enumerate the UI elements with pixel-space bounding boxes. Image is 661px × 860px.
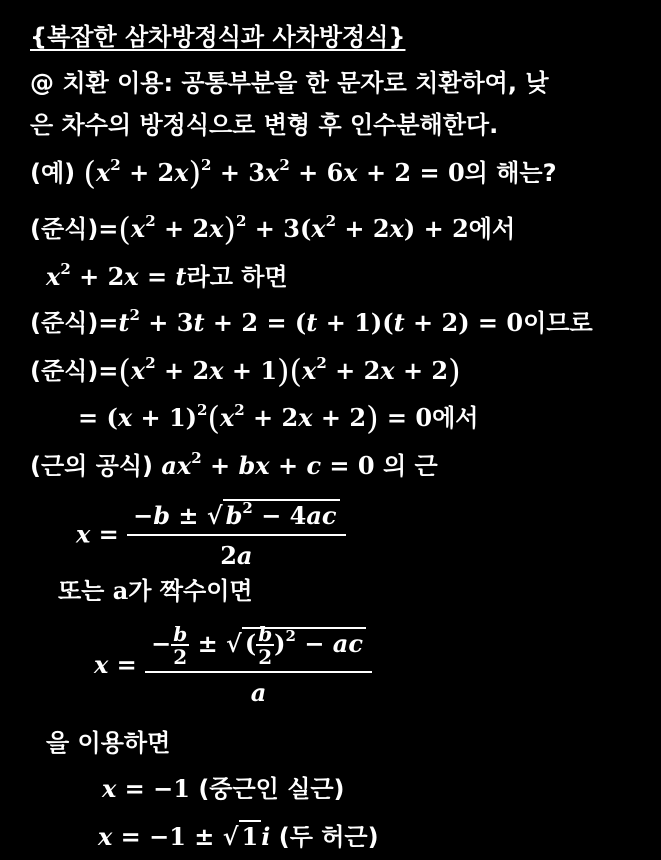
solution-step-4-expr: = $(x + 1)^2(x^2 + 2x + 2) = 0$ xyxy=(78,399,433,437)
substitution-suffix: 라고 하면 xyxy=(186,263,288,291)
solution-step-1-expr: $(x^2 + 2x)^2 + 3(x^2 + 2x) + 2$ xyxy=(118,210,469,248)
even-formula-denominator: a xyxy=(250,678,267,707)
root-1-line xyxy=(102,774,345,804)
substitution-line xyxy=(46,262,288,292)
example-equation: $(x^2 + 2x)^2 + 3x^2 + 6x + 2 = 0$ xyxy=(83,154,465,192)
solution-step-1 xyxy=(30,210,516,248)
root-2-line xyxy=(98,822,379,852)
quadratic-formula-line xyxy=(30,451,438,481)
result-intro: 을 이용하면 xyxy=(46,729,171,757)
root-2-expr: x = −1 ± √ 1 i xyxy=(98,822,271,851)
solution-label-2: (준식)= xyxy=(30,309,119,337)
solution-step-1-suffix: 에서 xyxy=(468,215,516,243)
root-1-expr: x = −1 xyxy=(102,774,190,803)
solution-step-4 xyxy=(78,399,479,437)
quadratic-formula-suffix: 의 근 xyxy=(382,452,438,480)
formula-fraction xyxy=(127,500,345,572)
page-title-text: {복잡한 삼차방정식과 사차방정식} xyxy=(30,23,406,51)
solution-step-4-suffix: 에서 xyxy=(432,404,479,432)
intro-line-2: 은 차수의 방정식으로 변형 후 인수분해한다. xyxy=(30,111,499,139)
even-formula-fraction: x = − $\frac{b}{2}$ ± √ ( $\frac{b}{2}$ )$^2$ − ac a xyxy=(94,624,372,709)
quadratic-formula-label: (근의 공식) xyxy=(30,452,154,480)
solution-step-2-suffix: 이므로 xyxy=(523,309,593,337)
example-label: (예) xyxy=(30,159,76,187)
solution-step-2 xyxy=(30,308,593,338)
root-1-note: (중근인 실근) xyxy=(198,775,345,803)
even-condition-line: 또는 a가 짝수이면 xyxy=(58,576,253,605)
even-formula-frac xyxy=(145,624,372,709)
solution-label-1: (준식)= xyxy=(30,215,119,243)
solution-step-3 xyxy=(30,352,461,390)
intro-line-1: @ 치환 이용: 공통부분을 한 문자로 치환하여, 낮 xyxy=(30,69,549,97)
even-formula-numerator: − $\frac{b}{2}$ ± √ ( $\frac{b}{2}$ )$^2$ − ac xyxy=(145,624,372,673)
example-line xyxy=(30,154,557,192)
root-2-note: (두 허근) xyxy=(278,823,379,851)
solution-label-3: (준식)= xyxy=(30,357,119,385)
example-question: 의 해는? xyxy=(464,159,557,187)
page-title xyxy=(30,22,405,52)
solution-step-2-expr: $t^2 + 3t + 2 = (t + 1)(t + 2) = 0$ xyxy=(118,306,524,337)
formula-numerator: −b ± √ $b^2 - 4ac$ xyxy=(127,500,345,536)
substitution-expr: $x^2 + 2x = t$ xyxy=(46,260,187,291)
solution-step-3-expr: $(x^2 + 2x + 1)(x^2 + 2x + 2)$ xyxy=(118,352,461,390)
quadratic-formula-fraction: x = $\frac{-b \pm √ b^2 - 4ac}{2a}$ xyxy=(76,500,346,572)
quadratic-equation: $ax^2$ + bx + c = 0 xyxy=(161,449,383,480)
formula-denominator: 2a xyxy=(220,541,253,570)
